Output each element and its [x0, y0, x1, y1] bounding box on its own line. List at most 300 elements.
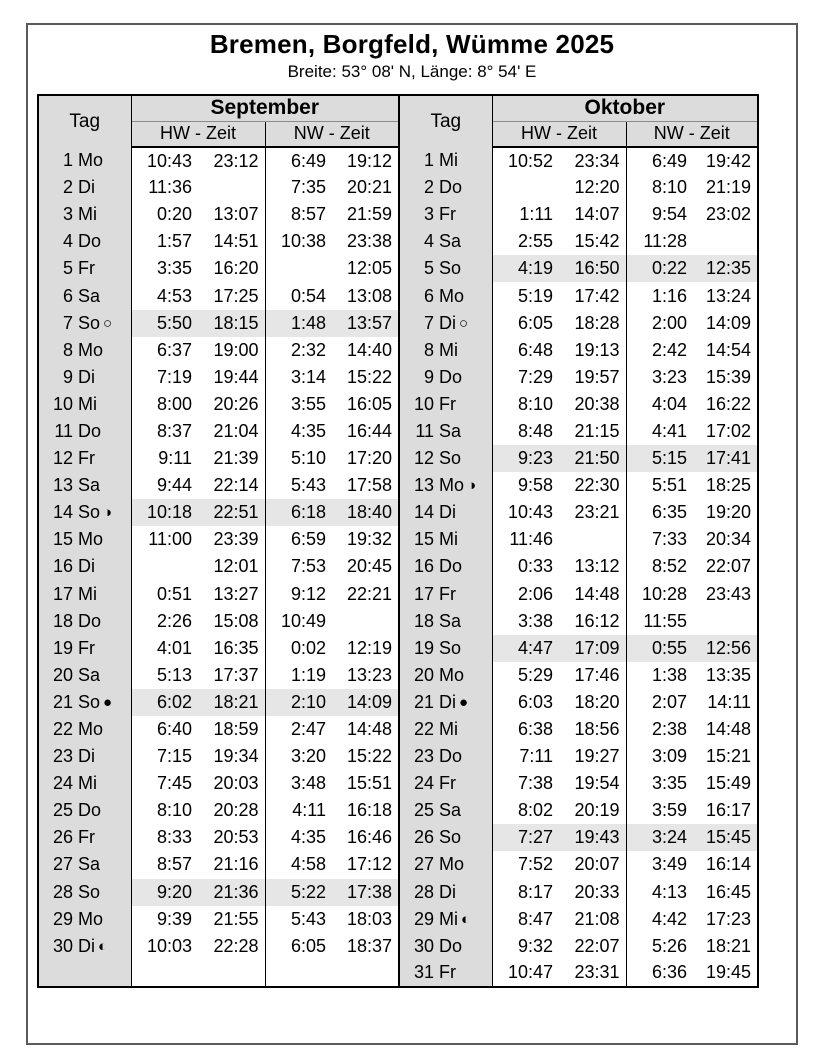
low-water-time: 2:32	[290, 339, 326, 360]
table-row	[38, 445, 758, 472]
day-number: 23	[52, 746, 73, 767]
high-water-time	[492, 174, 559, 201]
high-water-time: 8:33	[156, 827, 192, 848]
high-water-time: 16:50	[559, 255, 626, 282]
table-row	[38, 960, 758, 987]
day-number: 7	[62, 312, 73, 333]
weekday: Mo	[439, 664, 465, 685]
low-water-time: 16:17	[706, 800, 752, 821]
table-row	[38, 364, 758, 391]
high-water-time: 7:38	[518, 773, 554, 794]
low-water-time: 19:45	[706, 962, 752, 983]
high-water-time	[131, 553, 198, 580]
day-number: 6	[424, 285, 435, 306]
day-number: 25	[52, 800, 73, 821]
low-water-time: 5:10	[290, 448, 326, 469]
day-number: 22	[414, 719, 435, 740]
high-water-time: 20:53	[198, 824, 265, 851]
high-water-time: 8:37	[156, 420, 192, 441]
high-water-time: 10:03	[146, 935, 192, 956]
day-cell	[399, 743, 492, 770]
day-number: 13	[414, 475, 435, 496]
low-water-time: 20:21	[332, 174, 399, 201]
high-water-time: 22:07	[559, 933, 626, 960]
day-cell	[38, 418, 131, 445]
table-row	[38, 770, 758, 797]
high-water-time: 22:30	[559, 472, 626, 499]
day-cell	[399, 499, 492, 526]
high-water-time: 18:56	[559, 716, 626, 743]
weekday: So	[439, 637, 462, 658]
low-water-time: 12:05	[332, 255, 399, 282]
table-row	[38, 879, 758, 906]
day-cell	[399, 960, 492, 987]
high-water-time: 17:25	[198, 282, 265, 309]
high-water-time: 21:50	[559, 445, 626, 472]
low-water-time: 16:44	[332, 418, 399, 445]
table-row	[38, 933, 758, 960]
high-water-time: 19:00	[198, 337, 265, 364]
day-number: 31	[414, 962, 435, 983]
day-cell	[399, 526, 492, 553]
weekday: Mi	[439, 529, 459, 550]
day-cell	[399, 174, 492, 201]
day-number: 24	[414, 773, 435, 794]
high-water-time: 7:45	[156, 773, 192, 794]
day-number: 20	[414, 664, 435, 685]
day-number: 4	[62, 231, 73, 252]
table-row	[38, 608, 758, 635]
low-water-time	[332, 960, 399, 987]
day-number: 27	[52, 854, 73, 875]
low-water-time: 4:11	[292, 800, 326, 821]
page-title: Bremen, Borgfeld, Wümme 2025	[209, 29, 615, 59]
low-water-time: 17:23	[706, 908, 752, 929]
weekday: So	[78, 312, 101, 333]
low-water-time: 18:40	[332, 499, 399, 526]
high-water-time: 21:08	[559, 906, 626, 933]
weekday: Mi	[78, 583, 97, 604]
high-water-time: 4:47	[492, 635, 559, 662]
high-water-time: 16:20	[198, 255, 265, 282]
high-water-time: 15:08	[198, 608, 265, 635]
weekday: Di	[439, 502, 457, 523]
high-water-time: 20:33	[559, 879, 626, 906]
high-water-time: 22:28	[198, 933, 265, 960]
day-cell	[38, 662, 131, 689]
high-water-time: 8:17	[518, 881, 554, 902]
day-cell	[399, 933, 492, 960]
high-water-time: 6:05	[518, 312, 554, 333]
table-row	[38, 716, 758, 743]
day-cell	[399, 445, 492, 472]
day-number: 9	[62, 366, 73, 387]
weekday: Do	[439, 935, 463, 956]
table-row	[38, 743, 758, 770]
low-water-time: 2:42	[652, 339, 688, 360]
high-water-time: 7:52	[518, 854, 554, 875]
day-number: 13	[52, 475, 73, 496]
low-water-time: 14:11	[707, 691, 752, 712]
high-water-time: 11:00	[148, 529, 192, 550]
weekday: Di	[439, 691, 457, 712]
low-water-time: 15:22	[332, 743, 399, 770]
low-water-time: 3:35	[652, 773, 688, 794]
weekday: So	[78, 502, 101, 523]
high-water-time: 5:29	[518, 664, 554, 685]
tag-header-september: Tag	[38, 95, 131, 147]
day-number: 19	[414, 637, 435, 658]
weekday: Fr	[78, 637, 95, 658]
low-water-time: 14:54	[706, 339, 752, 360]
weekday: Di	[78, 556, 95, 577]
day-cell	[399, 337, 492, 364]
weekday: Di	[78, 177, 95, 198]
high-water-time: 19:57	[559, 364, 626, 391]
day-number: 26	[52, 827, 73, 848]
low-water-time: 3:55	[290, 393, 326, 414]
day-number: 8	[62, 339, 73, 360]
day-cell	[38, 960, 131, 987]
low-water-time: 10:28	[642, 583, 688, 604]
weekday: Mi	[439, 908, 459, 929]
weekday: Do	[78, 800, 102, 821]
weekday: Do	[78, 231, 102, 252]
high-water-time: 6:48	[518, 339, 554, 360]
high-water-time: 8:47	[518, 908, 554, 929]
table-row	[38, 201, 758, 228]
table-row	[38, 906, 758, 933]
low-water-time: 16:05	[332, 391, 399, 418]
low-water-time: 7:53	[290, 556, 326, 577]
day-cell	[38, 879, 131, 906]
day-cell	[38, 310, 131, 337]
high-water-time: 5:50	[131, 310, 198, 337]
high-water-time: 6:40	[156, 719, 192, 740]
day-number: 15	[414, 529, 435, 550]
day-number: 25	[414, 800, 435, 821]
high-water-time: 3:35	[156, 258, 192, 279]
low-water-time: 11:28	[643, 231, 688, 252]
table-row	[38, 553, 758, 580]
moon-phase-icon: ◐	[461, 910, 471, 928]
high-water-time: 14:07	[559, 201, 626, 228]
high-water-time: 17:46	[559, 662, 626, 689]
weekday: Mi	[439, 719, 459, 740]
high-water-time: 20:38	[559, 391, 626, 418]
day-number: 11	[415, 420, 435, 441]
high-water-time: 22:51	[198, 499, 265, 526]
low-water-time: 0:54	[290, 285, 326, 306]
nw-header-september: NW - Zeit	[265, 121, 399, 147]
high-water-time: 21:16	[198, 851, 265, 878]
day-cell	[38, 201, 131, 228]
high-water-time: 18:59	[198, 716, 265, 743]
day-cell	[38, 147, 131, 174]
day-cell	[38, 337, 131, 364]
high-water-time: 19:13	[559, 337, 626, 364]
day-cell	[399, 770, 492, 797]
high-water-time: 13:12	[559, 553, 626, 580]
low-water-time: 2:47	[290, 719, 326, 740]
day-cell	[399, 255, 492, 282]
low-water-time: 1:38	[652, 664, 688, 685]
low-water-time: 3:20	[290, 746, 326, 767]
low-water-time: 22:07	[706, 556, 752, 577]
low-water-time: 20:45	[332, 553, 399, 580]
day-cell	[38, 851, 131, 878]
high-water-time: 10:43	[146, 150, 192, 171]
day-cell	[399, 418, 492, 445]
high-water-time: 6:38	[518, 719, 554, 740]
low-water-time: 3:09	[652, 746, 688, 767]
high-water-time: 7:29	[518, 366, 554, 387]
high-water-time: 1:11	[519, 204, 554, 225]
low-water-time: 23:02	[706, 204, 752, 225]
weekday: Sa	[439, 800, 462, 821]
low-water-time: 8:52	[652, 556, 688, 577]
low-water-time: 2:07	[652, 691, 688, 712]
table-row	[38, 255, 758, 282]
low-water-time: 4:58	[290, 854, 326, 875]
low-water-time: 15:21	[706, 746, 752, 767]
high-water-time: 11:36	[148, 177, 192, 198]
low-water-time: 13:08	[332, 282, 399, 309]
high-water-time: 9:44	[156, 475, 192, 496]
day-cell	[399, 716, 492, 743]
high-water-time: 19:44	[198, 364, 265, 391]
low-water-time: 13:35	[706, 664, 752, 685]
high-water-time: 4:19	[492, 255, 559, 282]
low-water-time: 8:57	[290, 204, 326, 225]
low-water-time: 3:23	[652, 366, 688, 387]
high-water-time: 19:54	[559, 770, 626, 797]
day-cell	[399, 608, 492, 635]
low-water-time: 17:38	[332, 879, 399, 906]
table-row	[38, 581, 758, 608]
day-number: 14	[52, 502, 73, 523]
low-water-time: 19:20	[706, 502, 752, 523]
low-water-time: 16:18	[332, 797, 399, 824]
low-water-time	[265, 255, 332, 282]
coordinates-subtitle: Breite: 53° 08' N, Länge: 8° 54' E	[287, 62, 537, 81]
day-number: 15	[52, 529, 73, 550]
low-water-time: 4:13	[652, 881, 688, 902]
weekday: So	[439, 448, 462, 469]
low-water-time: 6:18	[265, 499, 332, 526]
high-water-time: 6:02	[131, 689, 198, 716]
day-number: 27	[414, 854, 435, 875]
high-water-time: 5:19	[518, 285, 554, 306]
day-cell	[399, 364, 492, 391]
hw-header-oktober: HW - Zeit	[492, 121, 626, 147]
high-water-time	[198, 960, 265, 987]
weekday: Do	[439, 366, 463, 387]
weekday: So	[78, 881, 101, 902]
weekday: Do	[439, 177, 463, 198]
table-row	[38, 391, 758, 418]
low-water-time: 23:38	[332, 228, 399, 255]
day-cell	[399, 635, 492, 662]
low-water-time: 12:56	[693, 635, 758, 662]
weekday: Mo	[439, 285, 465, 306]
low-water-time: 1:19	[290, 664, 326, 685]
weekday: Sa	[439, 231, 462, 252]
table-row	[38, 147, 758, 174]
table-row	[38, 635, 758, 662]
day-cell	[38, 743, 131, 770]
high-water-time: 3:38	[518, 610, 554, 631]
low-water-time: 3:24	[626, 824, 693, 851]
high-water-time: 7:19	[156, 366, 192, 387]
weekday: Mo	[439, 854, 465, 875]
day-number: 18	[52, 610, 73, 631]
hw-header-september: HW - Zeit	[131, 121, 265, 147]
high-water-time: 2:55	[518, 231, 554, 252]
day-cell	[399, 310, 492, 337]
day-cell	[399, 662, 492, 689]
low-water-time: 0:55	[626, 635, 693, 662]
high-water-time: 14:51	[198, 228, 265, 255]
high-water-time: 10:18	[131, 499, 198, 526]
low-water-time: 17:20	[332, 445, 399, 472]
low-water-time: 13:24	[706, 285, 752, 306]
weekday: Do	[439, 746, 463, 767]
day-number: 9	[424, 366, 435, 387]
nw-header-oktober: NW - Zeit	[626, 121, 758, 147]
low-water-time: 5:51	[652, 475, 688, 496]
low-water-time: 15:45	[693, 824, 758, 851]
low-water-time: 10:49	[280, 610, 326, 631]
low-water-time: 3:59	[652, 800, 688, 821]
day-number: 14	[414, 502, 435, 523]
high-water-time: 19:34	[198, 743, 265, 770]
low-water-time: 15:49	[706, 773, 752, 794]
table-row	[38, 824, 758, 851]
high-water-time: 8:48	[518, 420, 554, 441]
weekday: Mi	[439, 339, 459, 360]
high-water-time: 23:12	[198, 147, 265, 174]
month-header-september: September	[131, 95, 399, 121]
high-water-time: 20:07	[559, 851, 626, 878]
day-cell	[38, 770, 131, 797]
day-number: 29	[52, 908, 73, 929]
high-water-time: 8:57	[156, 854, 192, 875]
high-water-time: 21:36	[198, 879, 265, 906]
high-water-time: 2:06	[518, 583, 554, 604]
low-water-time: 4:04	[652, 393, 688, 414]
day-cell	[38, 445, 131, 472]
day-number: 24	[52, 773, 73, 794]
high-water-time: 20:19	[559, 797, 626, 824]
low-water-time: 1:16	[652, 285, 688, 306]
moon-phase-icon: ○	[103, 314, 113, 332]
low-water-time: 18:37	[332, 933, 399, 960]
weekday: Fr	[78, 258, 95, 279]
day-number: 5	[424, 258, 435, 279]
low-water-time: 16:22	[706, 393, 752, 414]
table-row	[38, 526, 758, 553]
low-water-time: 19:12	[332, 147, 399, 174]
high-water-time: 20:03	[198, 770, 265, 797]
high-water-time: 8:00	[156, 393, 192, 414]
table-row	[38, 337, 758, 364]
low-water-time: 19:32	[332, 526, 399, 553]
moon-phase-icon: ●	[459, 693, 469, 711]
weekday: Sa	[78, 285, 101, 306]
weekday: Mi	[439, 150, 459, 171]
day-cell	[38, 906, 131, 933]
weekday: Fr	[78, 448, 95, 469]
day-cell	[399, 879, 492, 906]
weekday: So	[439, 827, 462, 848]
day-cell	[38, 282, 131, 309]
day-cell	[38, 933, 131, 960]
low-water-time: 6:59	[290, 529, 326, 550]
tide-table-body	[38, 147, 758, 987]
high-water-time: 9:58	[518, 475, 554, 496]
high-water-time: 4:53	[156, 285, 192, 306]
table-row	[38, 228, 758, 255]
low-water-time: 4:41	[652, 420, 688, 441]
low-water-time: 13:23	[332, 662, 399, 689]
tide-table	[37, 94, 759, 988]
low-water-time: 7:35	[290, 177, 326, 198]
day-cell	[38, 526, 131, 553]
day-number: 28	[414, 881, 435, 902]
moon-phase-icon: ◑	[103, 504, 113, 522]
low-water-time: 2:00	[652, 312, 688, 333]
low-water-time: 14:40	[332, 337, 399, 364]
day-number: 30	[414, 935, 435, 956]
table-row	[38, 174, 758, 201]
weekday: Fr	[439, 204, 457, 225]
high-water-time	[198, 174, 265, 201]
day-number: 2	[62, 177, 73, 198]
low-water-time: 2:10	[265, 689, 332, 716]
day-number: 5	[62, 258, 73, 279]
weekday: Sa	[439, 610, 462, 631]
low-water-time: 14:09	[332, 689, 399, 716]
high-water-time: 20:26	[198, 391, 265, 418]
day-number: 1	[62, 150, 73, 171]
weekday: So	[78, 691, 101, 712]
low-water-time: 3:14	[290, 366, 326, 387]
low-water-time: 7:33	[652, 529, 688, 550]
low-water-time: 17:12	[332, 851, 399, 878]
high-water-time: 2:26	[156, 610, 192, 631]
weekday: Sa	[78, 475, 101, 496]
day-number: 8	[424, 339, 435, 360]
table-row	[38, 689, 758, 716]
high-water-time: 10:52	[508, 150, 554, 171]
high-water-time: 23:31	[559, 960, 626, 987]
weekday: Sa	[78, 854, 101, 875]
low-water-time: 12:35	[693, 255, 758, 282]
table-row	[38, 282, 758, 309]
low-water-time: 5:26	[652, 935, 688, 956]
low-water-time: 14:09	[706, 312, 752, 333]
day-number: 3	[62, 204, 73, 225]
weekday: Fr	[439, 773, 457, 794]
moon-phase-icon: ○	[459, 314, 469, 332]
day-number: 17	[52, 583, 73, 604]
low-water-time: 18:25	[706, 475, 752, 496]
high-water-time: 9:39	[156, 908, 192, 929]
low-water-time: 15:39	[706, 366, 752, 387]
high-water-time: 6:37	[156, 339, 192, 360]
day-cell	[399, 689, 492, 716]
